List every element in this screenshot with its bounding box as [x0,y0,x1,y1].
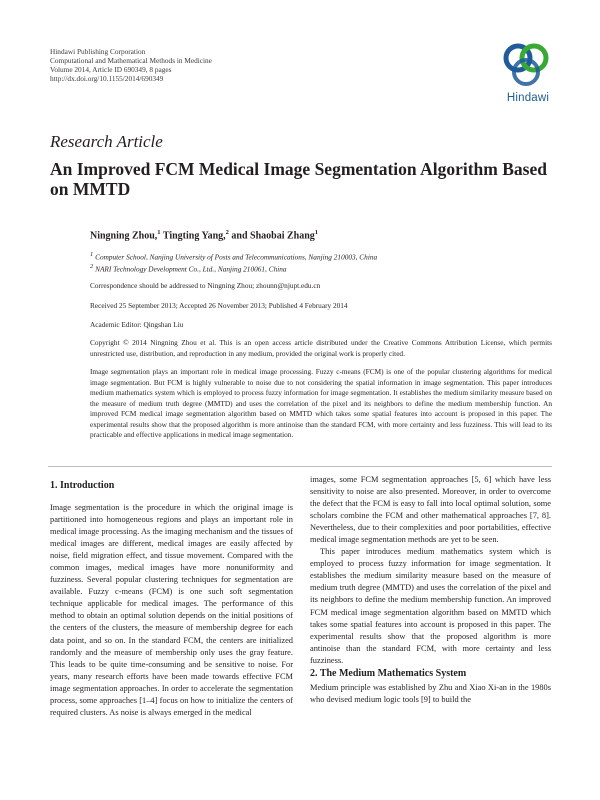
publication-dates: Received 25 September 2013; Accepted 26 November 2013; Published 4 February 2014 [90,301,348,310]
body-column-left [50,502,293,719]
volume-line: Volume 2014, Article ID 690349, 8 pages [50,65,172,74]
affiliation-1-sup: 1 [90,251,94,258]
section-2-paragraph: Medium principle was established by Zhu and Xiao Xi-an in the 1980s who devised medium logic tools [9] to build the [310,683,551,705]
section-1-heading: 1. Introduction [50,480,115,491]
body-column-right [310,474,551,667]
journal-header [50,47,212,83]
section-divider [48,466,552,467]
correspondence: Correspondence should be addressed to Ningning Zhou; zhounn@njupt.edu.cn [90,281,321,290]
affiliation-1-text: Computer School, Nanjing University of Posts and Telecommunications, Nanjing 210003, China [95,252,378,262]
publisher-line: Hindawi Publishing Corporation [50,47,146,56]
section-2-heading: 2. The Medium Mathematics System [310,668,467,679]
intro-paragraph-3: This paper introduces medium mathematics system which is employed to process fuzzy information for image segmentation. It establishes the medium similarity measure based on the measure of medium truth degree (MMTD) and uses the correlation of the pixel and its neighbors to define the medium membership function. An improved FCM medical image segmentation algorithm based on MMTD which takes some spatial features into account is proposed in this paper. The experimental results show that the proposed algorithm is more antinoise than the standard FCM, with more certainty and less fuzziness. [310,547,551,665]
author-1: Ningning Zhou, [90,230,158,242]
author-3: Shaobai Zhang [250,230,315,242]
affiliation-2-text: NARI Technology Development Co., Ltd., Nanjing 210061, China [95,264,287,274]
intro-paragraph-2: images, some FCM segmentation approaches [5, 6] which have less sensitivity to noise are also presented. Moreover, in order to overcome the defect that the FCM is easy to fall into local optimal solution, some scholars combine the FCM and other mathematical approaches [7, 8]. Nevertheless, due to their complexities and poor portabilities, effective medical image segmentation methods are yet to be seen. [310,475,551,545]
copyright-notice: Copyright © 2014 Ningning Zhou et al. This is an open access article distributed under the Creative Commons Attribution License, which permits unrestricted use, distribution, and reproduction in any medium, provided the original work is properly cited. [90,338,552,358]
doi-link[interactable]: http://dx.doi.org/10.1155/2014/690349 [50,74,164,83]
journal-name: Computational and Mathematical Methods in Medicine [50,56,212,65]
author-2: Tingting Yang, [162,230,226,242]
paper-title: An Improved FCM Medical Image Segmentation Algorithm Based on MMTD [50,159,547,199]
article-type: Research Article [50,132,163,151]
affiliation-1 [90,251,377,261]
author-1-affil: 1 [157,229,161,236]
intro-paragraph-1: Image segmentation is the procedure in which the original image is partitioned into homogeneous regions and plays an important role in medical image processing. As the imaging mechanism and the tissues of medical images are different, medical images are easily affected by noise, field migration effect, and tissue movement. Compared with the common images, medical images have more nonuniformity and fuzziness. Several popular clustering techniques for segmentation are available. Fuzzy c-means (FCM) is one such soft segmentation technique applicable for medical images. The performance of this method to obtain an optimal solution depends on the initial positions of the centers of the clusters, the measure of membership degree for each data point, and so on. In the standard FCM, the centers are initialized randomly and the measure of membership only uses the gray feature. This leads to be quite time-consuming and be sensitive to noise. For years, many research efforts have been made towards effective FCM image segmentation approaches. In order to accelerate the segmentation process, some approaches [1–4] focus on how to initialize the centers of required clusters. As noise is always emerged in the medical [50,503,293,717]
affiliation-2 [90,263,287,273]
abstract: Image segmentation plays an important role in medical image processing. Fuzzy c-means (FCM) is one of the popular clustering algorithms for medical image segmentation. But FCM is highly vulnerable to noise due to not considering the spatial information in image segmentation. This paper introduces medium mathematics system which is employed to process fuzzy information for image segmentation. It establishes the medium similarity measure based on the measure of medium truth degree (MMTD) and uses the correlation of the pixel and its neighbors to define the medium membership function. An improved FCM medical image segmentation algorithm based on MMTD which takes some spatial features into account is proposed in this paper. The experimental results show that the proposed algorithm is more antinoise than the standard FCM, with more certainty and less fuzziness. This will lead to its practicable and effective applications in medical image segmentation. [90,367,552,439]
author-conjunction: and [231,230,248,242]
hindawi-logo-text: Hindawi [506,92,550,104]
author-list [90,229,318,241]
author-2-affil: 2 [225,229,229,236]
affiliation-2-sup: 2 [90,263,94,270]
section-2-body [310,682,551,706]
author-3-affil: 1 [314,229,319,236]
academic-editor: Academic Editor: Qingshan Liu [90,320,184,329]
